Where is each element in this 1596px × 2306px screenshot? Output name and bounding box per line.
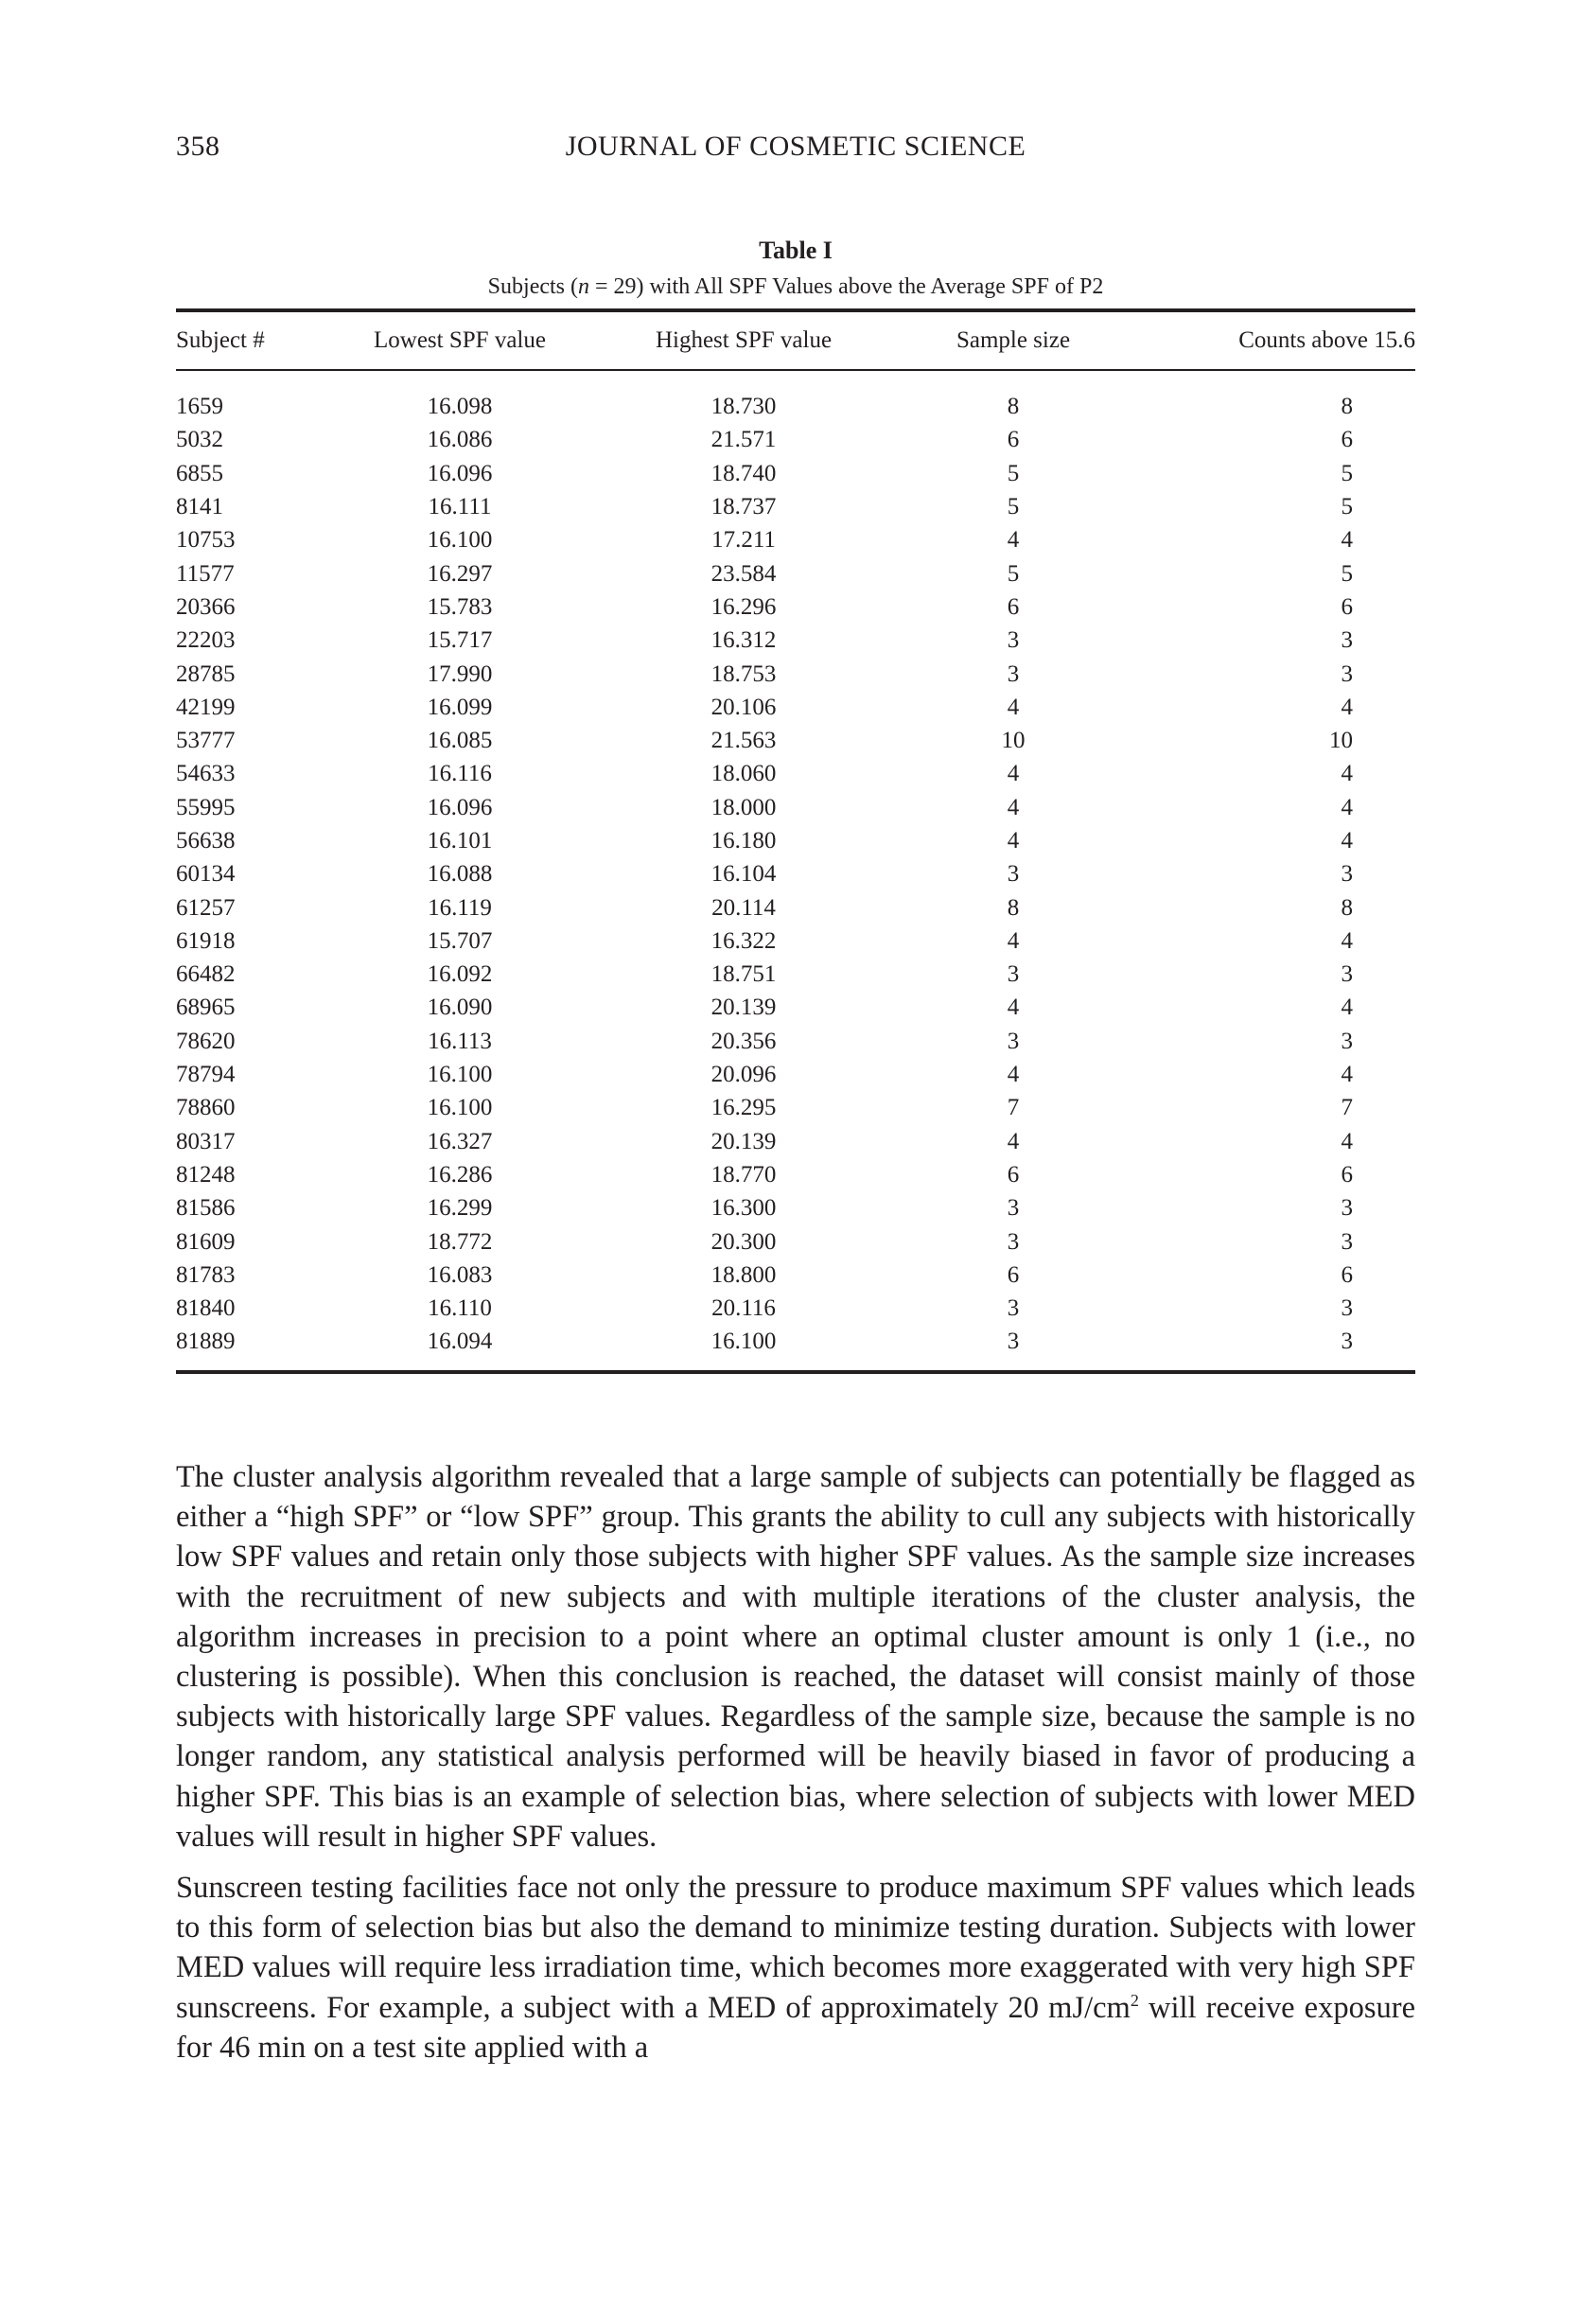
cell-sample-size: 4 [1007,995,1020,1021]
column-header-counts-above: Counts above 15.6 [1238,327,1415,353]
cell-highest-spf: 23.584 [710,560,777,587]
table-row [176,1292,1415,1325]
cell-counts-above: 4 [1341,1062,1353,1088]
cell-counts-above: 4 [1341,694,1353,720]
table-caption [176,235,1415,303]
cell-subject-id: 53777 [176,728,236,754]
n-symbol: n [578,274,589,299]
cell-sample-size: 6 [1007,427,1020,453]
cell-lowest-spf: 16.090 [427,995,493,1021]
cell-counts-above: 3 [1341,660,1353,687]
running-head [176,131,1415,168]
cell-lowest-spf: 16.297 [427,560,493,587]
cell-lowest-spf: 16.100 [427,1095,493,1121]
cell-subject-id: 66482 [176,961,236,988]
cell-highest-spf: 16.322 [710,927,777,954]
cell-highest-spf: 18.740 [710,460,777,486]
cell-sample-size: 10 [1001,728,1026,754]
table-row [176,691,1415,724]
cell-subject-id: 60134 [176,861,236,888]
cell-lowest-spf: 16.088 [427,861,493,888]
cell-sample-size: 4 [1007,828,1020,854]
cell-subject-id: 5032 [176,427,223,453]
cell-lowest-spf: 16.119 [428,894,492,921]
cell-counts-above: 4 [1341,761,1353,787]
cell-highest-spf: 17.211 [711,527,776,554]
cell-subject-id: 20366 [176,593,236,620]
table-row [176,423,1415,456]
cell-counts-above: 4 [1341,828,1353,854]
table-row [176,1259,1415,1292]
cell-lowest-spf: 16.101 [427,828,493,854]
cell-lowest-spf: 16.100 [427,1062,493,1088]
cell-lowest-spf: 16.110 [428,1295,492,1322]
table-row [176,890,1415,924]
cell-subject-id: 78860 [176,1095,236,1121]
cell-highest-spf: 16.300 [710,1195,777,1222]
cell-lowest-spf: 16.092 [427,961,493,988]
cell-sample-size: 6 [1007,593,1020,620]
cell-lowest-spf: 15.783 [427,593,493,620]
cell-highest-spf: 16.296 [710,593,777,620]
cell-highest-spf: 18.753 [710,660,777,687]
cell-subject-id: 54633 [176,761,236,787]
cell-highest-spf: 18.060 [710,761,777,787]
cell-subject-id: 81248 [176,1161,236,1188]
cell-sample-size: 5 [1007,460,1020,486]
cell-highest-spf: 20.106 [710,694,777,720]
cell-sample-size: 4 [1007,927,1020,954]
column-header-sample-size: Sample size [956,327,1071,353]
cell-highest-spf: 16.312 [710,627,777,654]
cell-counts-above: 5 [1341,560,1353,587]
cell-sample-size: 3 [1007,961,1020,988]
cell-sample-size: 3 [1007,1228,1020,1255]
cell-sample-size: 3 [1007,1295,1020,1322]
cell-counts-above: 8 [1341,394,1353,420]
table-row [176,523,1415,556]
cell-highest-spf: 20.356 [710,1028,777,1054]
cell-lowest-spf: 16.085 [427,728,493,754]
cell-lowest-spf: 15.707 [427,927,493,954]
table-header-row [176,310,1415,370]
cell-sample-size: 3 [1007,1329,1020,1355]
cell-highest-spf: 20.139 [710,995,777,1021]
table-row [176,1191,1415,1224]
cell-lowest-spf: 15.717 [427,627,493,654]
table-row [176,958,1415,991]
cell-counts-above: 3 [1341,861,1353,888]
cell-counts-above: 10 [1329,728,1353,754]
cell-sample-size: 4 [1007,1062,1020,1088]
table-row [176,490,1415,523]
cell-subject-id: 80317 [176,1128,236,1154]
cell-subject-id: 1659 [176,394,223,420]
cell-sample-size: 3 [1007,627,1020,654]
cell-highest-spf: 16.100 [710,1329,777,1355]
table-row [176,1125,1415,1158]
table-body [176,370,1415,1372]
cell-sample-size: 7 [1007,1095,1020,1121]
cell-sample-size: 3 [1007,861,1020,888]
table-row [176,924,1415,958]
cell-subject-id: 81783 [176,1261,236,1288]
cell-highest-spf: 18.751 [710,961,777,988]
cell-lowest-spf: 16.086 [427,427,493,453]
page-number: 358 [176,131,220,162]
cell-counts-above: 3 [1341,1295,1353,1322]
cell-counts-above: 4 [1341,995,1353,1021]
table-row [176,991,1415,1024]
cell-subject-id: 61257 [176,894,236,921]
cell-sample-size: 3 [1007,1195,1020,1222]
cell-highest-spf: 18.800 [710,1261,777,1288]
cell-lowest-spf: 16.299 [427,1195,493,1222]
cell-highest-spf: 20.114 [711,894,776,921]
journal-title: JOURNAL OF COSMETIC SCIENCE [565,131,1026,162]
cell-counts-above: 4 [1341,927,1353,954]
cell-counts-above: 7 [1341,1095,1353,1121]
cell-subject-id: 22203 [176,627,236,654]
cell-counts-above: 8 [1341,894,1353,921]
cell-lowest-spf: 16.096 [427,460,493,486]
cell-lowest-spf: 17.990 [427,660,493,687]
cell-counts-above: 4 [1341,527,1353,554]
cell-subject-id: 81586 [176,1195,236,1222]
table-row [176,1091,1415,1124]
table-row [176,724,1415,757]
cell-lowest-spf: 16.098 [427,394,493,420]
cell-lowest-spf: 16.111 [428,494,492,520]
cell-subject-id: 81889 [176,1329,236,1355]
cell-sample-size: 5 [1007,494,1020,520]
cell-subject-id: 68965 [176,995,236,1021]
cell-highest-spf: 16.104 [710,861,777,888]
table-row [176,590,1415,624]
cell-subject-id: 81840 [176,1295,236,1322]
cell-counts-above: 3 [1341,1329,1353,1355]
cell-sample-size: 4 [1007,761,1020,787]
cell-lowest-spf: 16.094 [427,1329,493,1355]
cell-subject-id: 10753 [176,527,236,554]
cell-sample-size: 4 [1007,527,1020,554]
cell-counts-above: 3 [1341,961,1353,988]
cell-lowest-spf: 16.083 [427,1261,493,1288]
cell-sample-size: 4 [1007,794,1020,820]
body-text [176,1457,1415,2079]
table-row [176,457,1415,490]
cell-counts-above: 3 [1341,1028,1353,1054]
cell-subject-id: 8141 [176,494,223,520]
cell-lowest-spf: 16.096 [427,794,493,820]
column-header-lowest-spf: Lowest SPF value [374,327,546,353]
cell-subject-id: 61918 [176,927,236,954]
table-row [176,624,1415,657]
cell-highest-spf: 16.295 [710,1095,777,1121]
cell-counts-above: 3 [1341,1195,1353,1222]
cell-subject-id: 56638 [176,828,236,854]
cell-lowest-spf: 16.113 [428,1028,492,1054]
cell-counts-above: 4 [1341,1128,1353,1154]
cell-sample-size: 3 [1007,660,1020,687]
cell-sample-size: 8 [1007,394,1020,420]
cell-sample-size: 4 [1007,694,1020,720]
cell-highest-spf: 20.139 [710,1128,777,1154]
cell-sample-size: 6 [1007,1161,1020,1188]
cell-lowest-spf: 16.286 [427,1161,493,1188]
cell-counts-above: 4 [1341,794,1353,820]
cell-sample-size: 8 [1007,894,1020,921]
table-row [176,857,1415,890]
cell-counts-above: 6 [1341,427,1353,453]
paragraph: The cluster analysis algorithm revealed that a large sample of subjects can potentially be flagged as either a “high SPF” or “low SPF” group. This grants the ability to cull any subjects with historically low SPF values and retain only those subjects with higher SPF values. As the sample size increases with the recruitment of new subjects and with multiple iterations of the cluster analysis, the algorithm increases in precision to a point where an optimal cluster amount is only 1 (i.e., no clustering is possible). When this conclusion is reached, the dataset will consist mainly of those subjects with historically large SPF values. Regardless of the sample size, because the sample is no longer random, any statistical analysis performed will be heavily biased in favor of producing a higher SPF. This bias is an example of selection bias, where selection of subjects with lower MED values will result in higher SPF values. [176,1460,1415,1854]
cell-highest-spf: 20.300 [710,1228,777,1255]
cell-highest-spf: 16.180 [710,828,777,854]
cell-counts-above: 3 [1341,1228,1353,1255]
table-row [176,370,1415,423]
cell-highest-spf: 18.000 [710,794,777,820]
cell-lowest-spf: 16.099 [427,694,493,720]
cell-lowest-spf: 16.116 [428,761,492,787]
cell-subject-id: 55995 [176,794,236,820]
cell-highest-spf: 20.096 [710,1062,777,1088]
cell-highest-spf: 18.730 [710,394,777,420]
cell-counts-above: 5 [1341,460,1353,486]
cell-highest-spf: 18.770 [710,1161,777,1188]
table-row [176,1025,1415,1058]
cell-subject-id: 81609 [176,1228,236,1255]
cell-sample-size: 6 [1007,1261,1020,1288]
cell-subject-id: 6855 [176,460,223,486]
cell-lowest-spf: 16.100 [427,527,493,554]
paragraph: Sunscreen testing facilities face not only the pressure to produce maximum SPF values which leads to this form of selection bias but also the demand to minimize testing duration. Subjects with lower MED values will require less irradiation time, which becomes more exaggerated with very high SPF sunscreens. For example, a subject with a MED of approximately 20 $mJ/cm^2$ will receive exposure for 46 min on a test site applied with a [176,1871,1415,2065]
table-row [176,556,1415,590]
column-header-subject: Subject # [176,327,265,353]
table-title: Subjects (n = 29) with All SPF Values above the Average SPF of P2 [487,274,1104,299]
cell-subject-id: 28785 [176,660,236,687]
cell-counts-above: 3 [1341,627,1353,654]
cell-subject-id: 78794 [176,1062,236,1088]
table-row [176,791,1415,824]
table-row [176,1224,1415,1258]
cell-highest-spf: 21.571 [710,427,777,453]
cell-lowest-spf: 18.772 [427,1228,493,1255]
cell-counts-above: 5 [1341,494,1353,520]
cell-counts-above: 6 [1341,1161,1353,1188]
table-row [176,657,1415,690]
cell-subject-id: 42199 [176,694,236,720]
cell-lowest-spf: 16.327 [427,1128,493,1154]
cell-sample-size: 5 [1007,560,1020,587]
cell-counts-above: 6 [1341,1261,1353,1288]
cell-highest-spf: 21.563 [710,728,777,754]
table-row [176,1158,1415,1191]
table-row [176,1325,1415,1371]
spf-subjects-table [176,308,1415,1374]
table-row [176,1058,1415,1091]
cell-subject-id: 78620 [176,1028,236,1054]
superscript: 2 [1130,1990,1139,2010]
cell-highest-spf: 18.737 [710,494,777,520]
cell-sample-size: 3 [1007,1028,1020,1054]
table-row [176,824,1415,857]
table-row [176,757,1415,790]
cell-highest-spf: 20.116 [711,1295,776,1322]
cell-sample-size: 4 [1007,1128,1020,1154]
column-header-highest-spf: Highest SPF value [655,327,833,353]
table-label: Table I [759,237,833,264]
cell-subject-id: 11577 [176,560,235,587]
cell-counts-above: 6 [1341,593,1353,620]
